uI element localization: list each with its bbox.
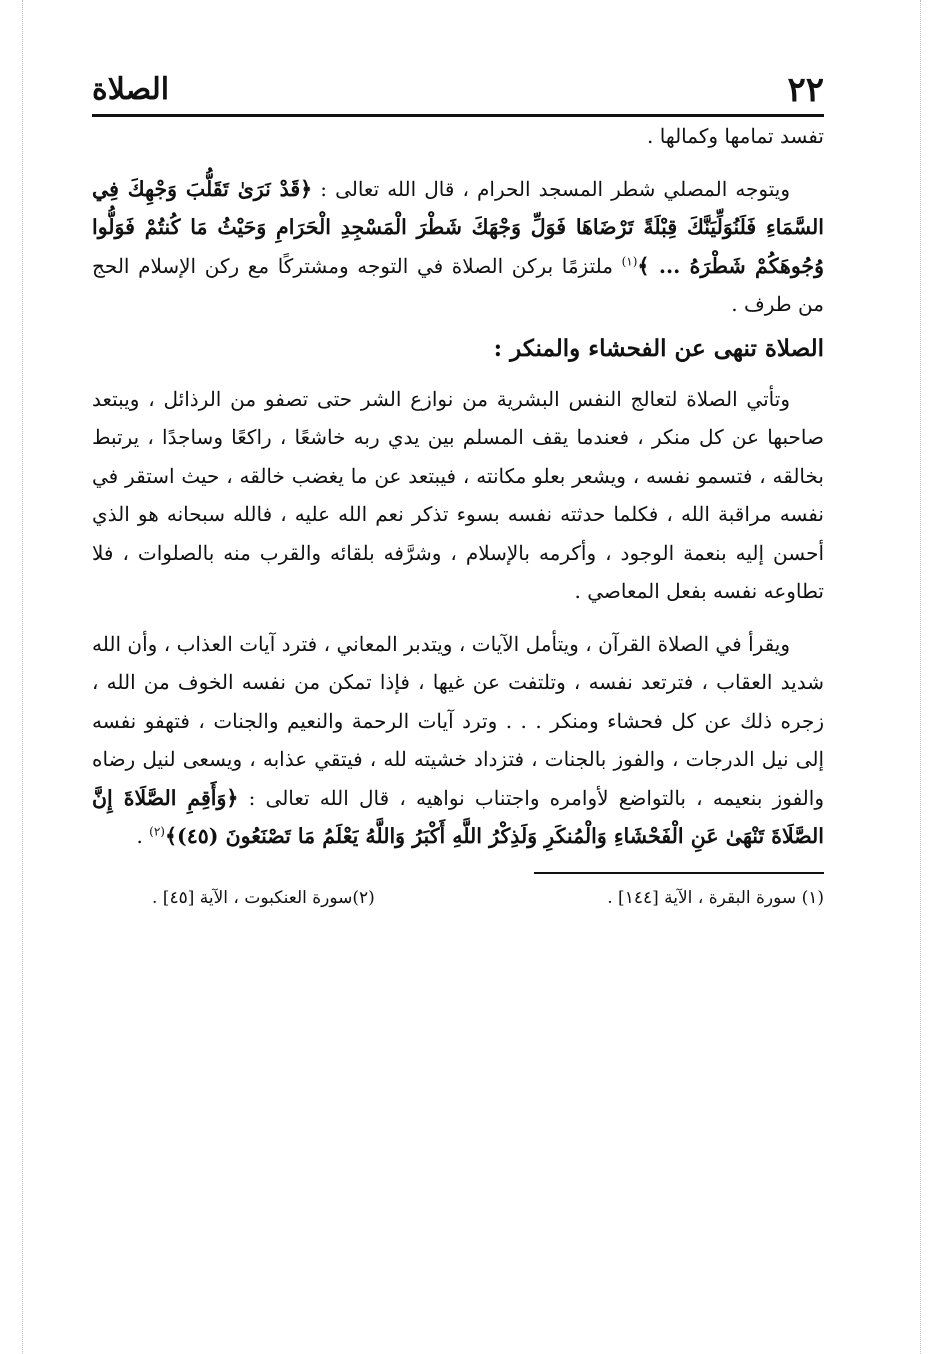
chapter-title: الصلاة: [92, 72, 170, 107]
paragraph-3: وتأتي الصلاة لتعالج النفس البشرية من نوازع الشر حتى تصفو من الرذائل ، ويبتعد صاحبها عن كل منكر ، فعندما يقف المسلم بين يدي ربه خاشعًا ، راكعًا وساجدًا ، يرتبط بخالقه ، فتسمو نفسه ، ويشعر بعلو مكانته ، فيبتعد عن ما يغضب خالقه ، حيث استقر في نفسه مراقبة الله ، فكلما حدثته نفسه بسوء تذكر نعم الله عليه ، فالله سبحانه هو الذي أحسن إليه بنعمة الوجود ، وأكرمه بالإسلام ، وشرَّفه بلقائه والقرب منه بالصلوات ، فلا تطاوعه نفسه بفعل المعاصي .: [92, 386, 824, 603]
footnote-ref-1: (١): [621, 253, 638, 268]
quran-verse-1: ﴿قَدْ نَرَىٰ تَقَلُّبَ وَجْهِكَ فِي السَّمَاءِ فَلَنُوَلِّيَنَّكَ قِبْلَةً تَرْضَاهَا فَوَلِّ وَجْهَكَ شَطْرَ الْمَسْجِدِ الْحَرَامِ وَحَيْثُ مَا كُنتُمْ فَوَلُّوا وُجُوهَكُمْ شَطْرَهُ ... ﴾: [92, 176, 824, 278]
footnote-ref-2: (٢): [149, 824, 165, 839]
paragraph-4-intro: ويقرأ في الصلاة القرآن ، ويتأمل الآيات ، ويتدبر المعاني ، فترد آيات العذاب ، وأن الله شديد العقاب ، فترتعد نفسه ، وتلتفت عن غيها ، فإذا تمكن من نفسه الخوف من الله ، زجره ذلك عن كل فحشاء ومنكر . . . وترد آيات الرحمة والنعيم والجنات ، فتهفو نفسه إلى نيل الدرجات ، والفوز بالجنات ، فتزداد خشيته لله ، فيتقي عذابه ، ويسعى لنيل رضاه والفوز بنعيمه ، بالتواضع لأوامره واجتناب نواهيه ، قال الله تعالى :: [92, 631, 824, 810]
page-body: [92, 117, 824, 856]
page-number: ٢٢: [787, 70, 824, 110]
paragraph-1: تفسد تمامها وكمالها .: [647, 124, 824, 148]
paragraph-4-end: .: [136, 824, 143, 848]
page-header: [92, 70, 824, 117]
margin-dots-right: [920, 0, 921, 1354]
paragraph-2-intro: ويتوجه المصلي شطر المسجد الحرام ، قال الله تعالى :: [320, 176, 791, 201]
paragraph-4: [92, 625, 824, 856]
footnote-2: (٢)سورة العنكبوت ، الآية [٤٥] .: [152, 887, 375, 908]
footnote-1: (١) سورة البقرة ، الآية [١٤٤] .: [607, 887, 824, 908]
section-heading: الصلاة تنهى عن الفحشاء والمنكر :: [493, 334, 824, 362]
quran-verse-2: ﴿وَأَقِمِ الصَّلَاةَ إِنَّ الصَّلَاةَ تَنْهَىٰ عَنِ الْفَحْشَاءِ وَالْمُنكَرِ وَلَذِكْرُ اللَّهِ أَكْبَرُ وَاللَّهُ يَعْلَمُ مَا تَصْنَعُونَ (٤٥)﴾: [92, 785, 824, 848]
paragraph-2: [92, 170, 824, 324]
footnote-divider: [534, 872, 824, 874]
footnotes: [92, 888, 824, 908]
paragraph-2-rest: ملتزمًا بركن الصلاة في التوجه ومشتركًا مع ركن الإسلام الحج من طرف .: [92, 253, 824, 316]
margin-dots-left: [22, 0, 23, 1354]
book-page: [92, 70, 824, 908]
